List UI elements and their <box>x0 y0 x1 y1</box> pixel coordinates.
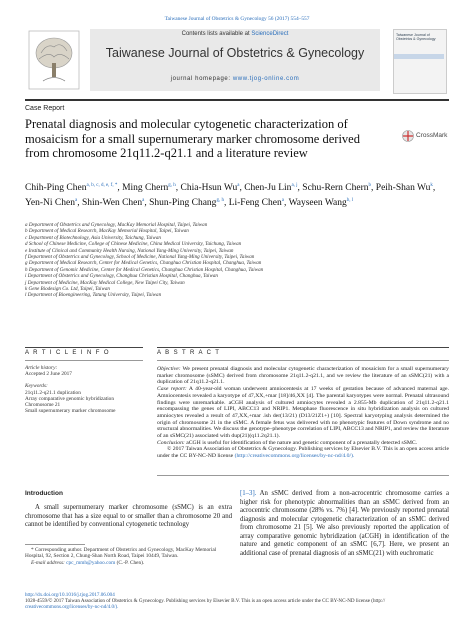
author-affiliation-sup[interactable]: k <box>430 183 433 188</box>
conclusion-text: aCGH is useful for identification of the nature and genetic component of a prenatally detected sSMC. <box>186 439 418 446</box>
intro-right-paragraph <box>240 490 449 558</box>
objective-label: Objective: <box>157 366 181 372</box>
conclusion-label: Conclusion: <box>157 439 185 446</box>
author-affiliation-sup[interactable]: a <box>142 197 145 203</box>
case-label: Case report: <box>157 386 187 393</box>
footnote-rule <box>25 544 85 545</box>
abstract-body <box>157 366 449 460</box>
author-name: Shin-Wen Chen <box>81 197 143 208</box>
keyword-item: 21q11.2-q21.1 duplication <box>25 389 81 396</box>
affiliation-item: c Department of Biotechnology, Asia University, Taichung, Taiwan <box>25 234 161 241</box>
abstract-case <box>157 386 449 440</box>
email-link[interactable]: cpc_mmh@yahoo.com <box>66 559 116 566</box>
introduction-heading: Introduction <box>25 490 63 497</box>
author-name: Li-Feng Chen <box>228 197 282 208</box>
accepted-date: Accepted 2 June 2017 <box>25 371 72 378</box>
elsevier-tree-logo-icon <box>27 29 81 91</box>
affiliation-item: e Institute of Clinical and Community Health Nursing, National Yang-Ming University, Taipei, Taiwan <box>25 247 234 254</box>
affiliation-item: i Department of Obstetrics and Gynecology, Changhua Christian Hospital, Changhua, Taiwan <box>25 273 218 280</box>
article-info-panel <box>25 365 150 414</box>
abstract-rule <box>157 347 449 348</box>
author-affiliation-sup[interactable]: a, j <box>291 183 298 188</box>
affiliation-item: j Department of Medicine, MacKay Medical College, New Taipei City, Taiwan <box>25 279 185 286</box>
journal-citation[interactable]: Taiwanese Journal of Obstetrics & Gynecology 56 (2017) 554–557 <box>164 16 310 22</box>
author-affiliation-sup[interactable]: b <box>368 183 372 188</box>
author-affiliation-sup[interactable]: a, b, c, d, e, f, * <box>86 183 118 188</box>
affiliation-item: f Department of Obstetrics and Gynecology, School of Medicine, National Yang-Ming University, Taipei, Taiwan <box>25 254 255 261</box>
cover-stripe <box>394 54 444 59</box>
article-title: Prenatal diagnosis and molecular cytogenetic characterization of mosaicism for a small supernumerary marker chromosome derived from chromosome 21q11.2-q21.1 and a literature review <box>25 117 360 160</box>
corresponding-footnote <box>25 547 232 566</box>
author-name: Chen-Ju Lin <box>244 183 292 194</box>
intro-right-text: An sSMC derived from a non-acrocentric chromosome carries a higher risk for phenotypic abnormalities than an sSMC derived from an acrocentric chromosome (28% vs. 7%) [4]. We previously reported prenatal diagnosis and molecular cytogenetic characterization of an sSMC derived from chromosome 21 [5]. We also previously reported the application of array comparative genomic hybridization (aCGH) in identification of the nature and genetic component of an sSMC [6,7]. Here, we present an additional case of prenatal diagnosis of an sSMC(21) with euchromatic <box>240 490 449 557</box>
author-affiliation-sup[interactable]: a <box>237 183 240 188</box>
homepage-link[interactable]: www.tjog-online.com <box>232 76 300 82</box>
history-label: Article history: <box>25 365 58 371</box>
journal-homepage <box>90 76 380 82</box>
abstract-objective <box>157 366 449 386</box>
article-info-rule-2 <box>25 360 143 361</box>
article-type: Case Report <box>25 105 65 112</box>
crossmark-badge[interactable] <box>402 130 452 142</box>
intro-refs-link[interactable]: [1–3]. <box>240 490 257 497</box>
author-affiliation-sup[interactable]: a <box>281 197 284 203</box>
author-affiliation-sup[interactable]: g, h <box>168 183 176 188</box>
keyword-item: Small supernumerary marker chromosome <box>25 408 116 415</box>
footnote-email <box>25 560 232 566</box>
keyword-list <box>25 390 150 415</box>
license-statement: 1028-4559/© 2017 Taiwan Association of Obstetrics & Gynecology. Publishing services by Elsevier B.V. This is an open access article under the CC BY-NC-ND license (http:// <box>25 598 386 605</box>
author-name: Peih-Shan Wu <box>375 183 431 194</box>
abstract-copyright <box>157 446 449 459</box>
contents-line <box>90 31 380 37</box>
affiliation-item: a Department of Obstetrics and Gynecology, MacKay Memorial Hospital, Taipei, Taiwan <box>25 222 208 228</box>
contents-prefix: Contents lists available at <box>181 31 250 37</box>
copyright-text: © 2017 Taiwan Association of Obstetrics & Gynecology. Publishing services by Elsevier B.V. This is an open access article under the CC BY-NC-ND license <box>157 446 449 460</box>
abstract-rule-2 <box>157 360 449 361</box>
doi-link[interactable]: http://dx.doi.org/10.1016/j.tjog.2017.06.004 <box>25 592 115 598</box>
author-affiliation-sup[interactable]: a <box>74 197 78 203</box>
affiliation-list <box>25 222 445 299</box>
homepage-prefix: journal homepage: <box>170 76 231 82</box>
footnote-text: * Corresponding author. Department of Obstetrics and Gynecology, MacKay Memorial Hospital, 92, Section 2, Chung-Shan North Road, Taipei 10449, Taiwan. <box>25 547 217 560</box>
author-affiliation-sup[interactable]: g, h <box>216 197 224 203</box>
author-name: Ming Chern <box>122 183 169 194</box>
affiliation-item: k Gene Biodesign Co. Ltd, Taipei, Taiwan <box>25 286 110 293</box>
affiliation-item: h Department of Genomic Medicine, Center for Medical Genetics, Changhua Christian Hospital, Changhua, Taiwan <box>25 266 264 273</box>
case-text: A 40-year-old woman underwent amniocentesis at 17 weeks of gestation because of advanced maternal age. Amniocentesis revealed a karyotype of 47,XX,+mar [18]/46,XX [4]. The parental karyotypes were normal. Prenatal ultrasound findings were unremarkable. aCGH analysis of cultured amniocytes revealed a 2.855-Mb duplication of 21q11.2-q21.1 encompassing the genes of LIPI, ABCC13 and NRIP1. Metaphase fluorescence in situ hybridization analysis on cultured amniocytes revealed a result of 47,XX,+mar .ish der(13/21) (D13/21Z1+) [10]. Spectral karyotyping analysis determined the origin of chromosome 21 in the sSMC. A female fetus was delivered with no phenotypic features of Down syndrome and no structural abnormalities. We discuss the genotype–phenotype correlation of LIPI, ABCC13 and NRIP1, and review the literature of an sSMC(21) associated with dup(21)(q11.2q21.1). <box>157 386 450 440</box>
email-suffix: (C.-P. Chen). <box>116 559 145 566</box>
author-list: Chih-Ping Chen$^{a, b, c, d, e, f, *}$, Ming Chern$^{g, h}$, Chia-Hsun Wu$^a$, Chen-Ju Lin$^{a, j}$, Schu-Rern Chern$^b$, Peih-Shan Wu$^k$, Yen-Ni Chen$^a$, Shin-Wen Chen$^a$, Shun-Ping Chang$^{g, h}$, Li-Feng Chen$^a$, Wayseen Wang$^{b, l}$ <box>25 183 436 208</box>
author-name: Shun-Ping Chang <box>149 197 217 208</box>
affiliation-item: d School of Chinese Medicine, College of Chinese Medicine, China Medical University, Taichung, Taiwan <box>25 241 242 248</box>
keywords-label: Keywords: <box>25 383 48 390</box>
abstract-heading: A B S T R A C T <box>157 350 221 356</box>
author-name: Chia-Hsun Wu <box>180 183 238 194</box>
objective-text: We present prenatal diagnosis and molecular cytogenetic characterization of mosaicism for a small supernumerary marker chromosome (sSMC) derived from chromosome 21q11.2-q21.1, and we review the literature of an sSMC(21) with a duplication of 21q11.2-q21.1. <box>157 366 449 386</box>
crossmark-icon <box>402 130 414 142</box>
author-name: Chih-Ping Chen <box>25 183 87 194</box>
bottom-info <box>25 592 449 610</box>
intro-left-paragraph: A small supernumerary marker chromosome (sSMC) is an extra chromosome that has a size equal to or smaller than a chromosome 20 and cannot be identified by conventional cytogenetic technology <box>25 504 232 528</box>
author-name: Wayseen Wang <box>288 197 347 208</box>
sciencedirect-link[interactable]: ScienceDirect <box>251 31 289 37</box>
crossmark-label: CrossMark <box>416 132 448 139</box>
license-link[interactable]: (http://creativecommons.org/licenses/by-nc-nd/4.0/). <box>234 453 355 460</box>
abstract-end-rule <box>157 475 449 476</box>
affiliation-item: g Department of Medical Research, Center for Medical Genetics, Changhua Christian Hospital, Changhua, Taiwan <box>25 260 262 267</box>
affiliation-item: l Department of Bioengineering, Tatung University, Taipei, Taiwan <box>25 292 162 299</box>
article-info-heading: A R T I C L E I N F O <box>25 350 110 356</box>
author-name: Yen-Ni Chen <box>25 197 75 208</box>
license-statement-url[interactable]: creativecommons.org/licenses/by-nc-nd/4.0/). <box>25 604 119 611</box>
keyword-item: Array comparative genomic hybridization <box>25 395 114 402</box>
author-affiliation-sup[interactable]: b, l <box>346 197 354 203</box>
author-name: Schu-Rern Chern <box>302 183 369 194</box>
cover-title: Taiwanese Journal of Obstetrics & Gynecology <box>396 33 436 41</box>
header-divider <box>25 99 449 101</box>
keyword-item: Chromosome 21 <box>25 402 61 409</box>
email-label: E-mail address: <box>31 559 65 566</box>
affiliation-item: b Department of Medical Research, MacKay Memorial Hospital, Taipei, Taiwan <box>25 228 189 235</box>
article-info-rule <box>25 347 143 348</box>
journal-name: Taiwanese Journal of Obstetrics & Gynecology <box>105 46 365 60</box>
